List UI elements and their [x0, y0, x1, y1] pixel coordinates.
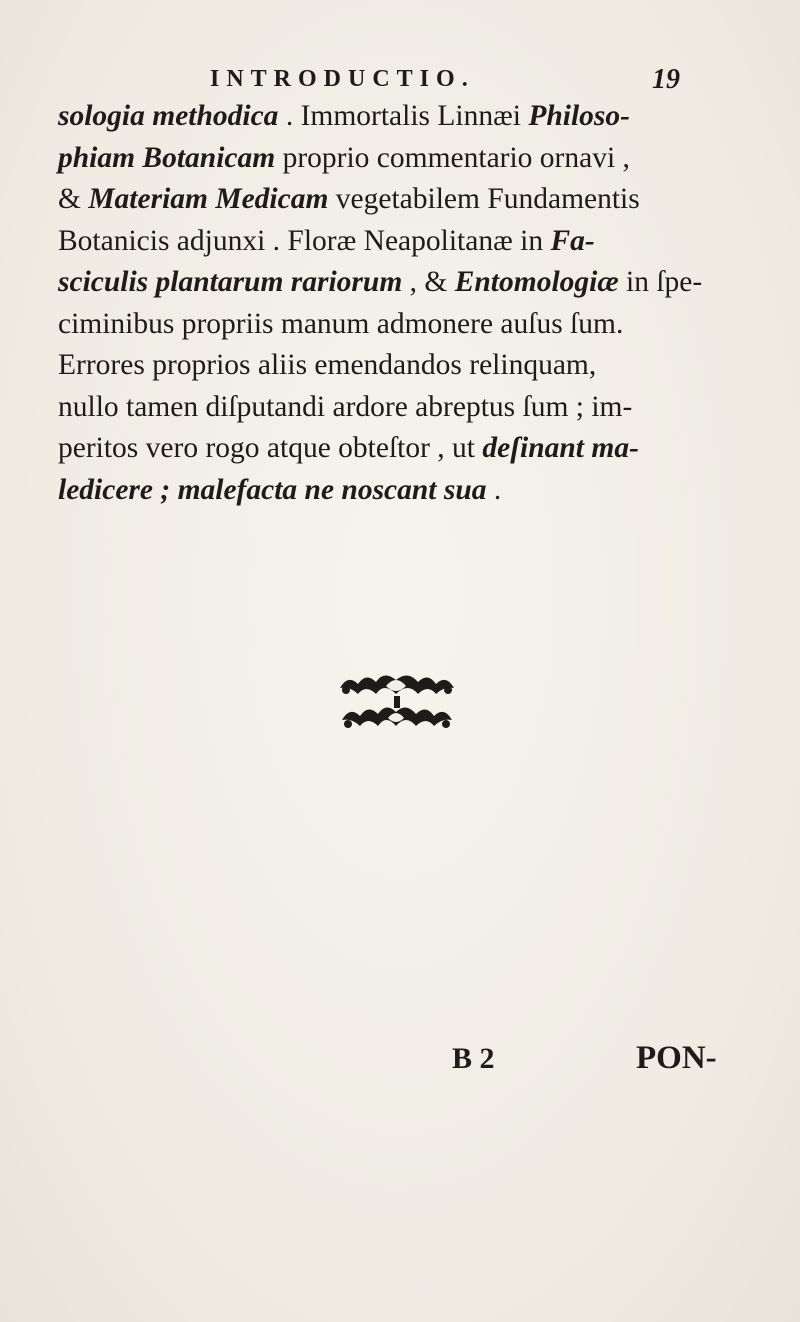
- text-line: [58, 428, 758, 470]
- text-line: [58, 96, 758, 138]
- text-line: [58, 221, 758, 263]
- italic-segment: deſinant ma-: [482, 432, 639, 464]
- roman-segment: nullo tamen diſputandi ardore abreptus ſum ; im-: [58, 390, 633, 423]
- italic-segment: Philoso-: [528, 100, 630, 132]
- italic-segment: Fa-: [550, 224, 595, 257]
- roman-segment: Errores proprios aliis emendandos relinquam,: [58, 349, 597, 381]
- page-footer: [0, 1042, 800, 1082]
- text-line: [58, 262, 758, 304]
- page-number: 19: [652, 64, 680, 95]
- signature-mark: B 2: [452, 1042, 495, 1075]
- roman-segment: .: [486, 473, 502, 506]
- body-text: [58, 96, 758, 511]
- text-line: [58, 387, 758, 429]
- roman-segment: , &: [402, 266, 455, 298]
- roman-segment: &: [58, 183, 89, 215]
- italic-segment: sciculis plantarum rariorum: [58, 266, 403, 298]
- running-head: INTRODUCTIO.: [210, 66, 475, 92]
- roman-segment: . Immortalis Linnæi: [278, 100, 529, 132]
- italic-segment: phiam Botanicam: [58, 141, 276, 174]
- roman-segment: in ſpe-: [618, 266, 703, 298]
- text-line: [58, 304, 758, 346]
- text-line: [58, 470, 758, 512]
- italic-segment: ledicere ; malefacta ne noscant sua: [58, 473, 487, 506]
- roman-segment: Botanicis adjunxi . Floræ Neapolitanæ in: [58, 224, 551, 257]
- text-line: [58, 345, 758, 387]
- text-line: [58, 179, 758, 221]
- italic-segment: sologia methodica: [58, 100, 279, 132]
- catchword: PON-: [636, 1040, 717, 1076]
- roman-segment: vegetabilem Fundamentis: [328, 183, 640, 215]
- roman-segment: ciminibus propriis manum admonere auſus ſum.: [58, 307, 624, 340]
- roman-segment: proprio commentario ornavi ,: [275, 141, 630, 174]
- roman-segment: peritos vero rogo atque obteſtor , ut: [58, 432, 483, 464]
- printers-flower-ornament-icon: [336, 668, 458, 738]
- italic-segment: Entomologiæ: [454, 266, 619, 298]
- text-line: [58, 138, 758, 180]
- italic-segment: Materiam Medicam: [88, 183, 329, 215]
